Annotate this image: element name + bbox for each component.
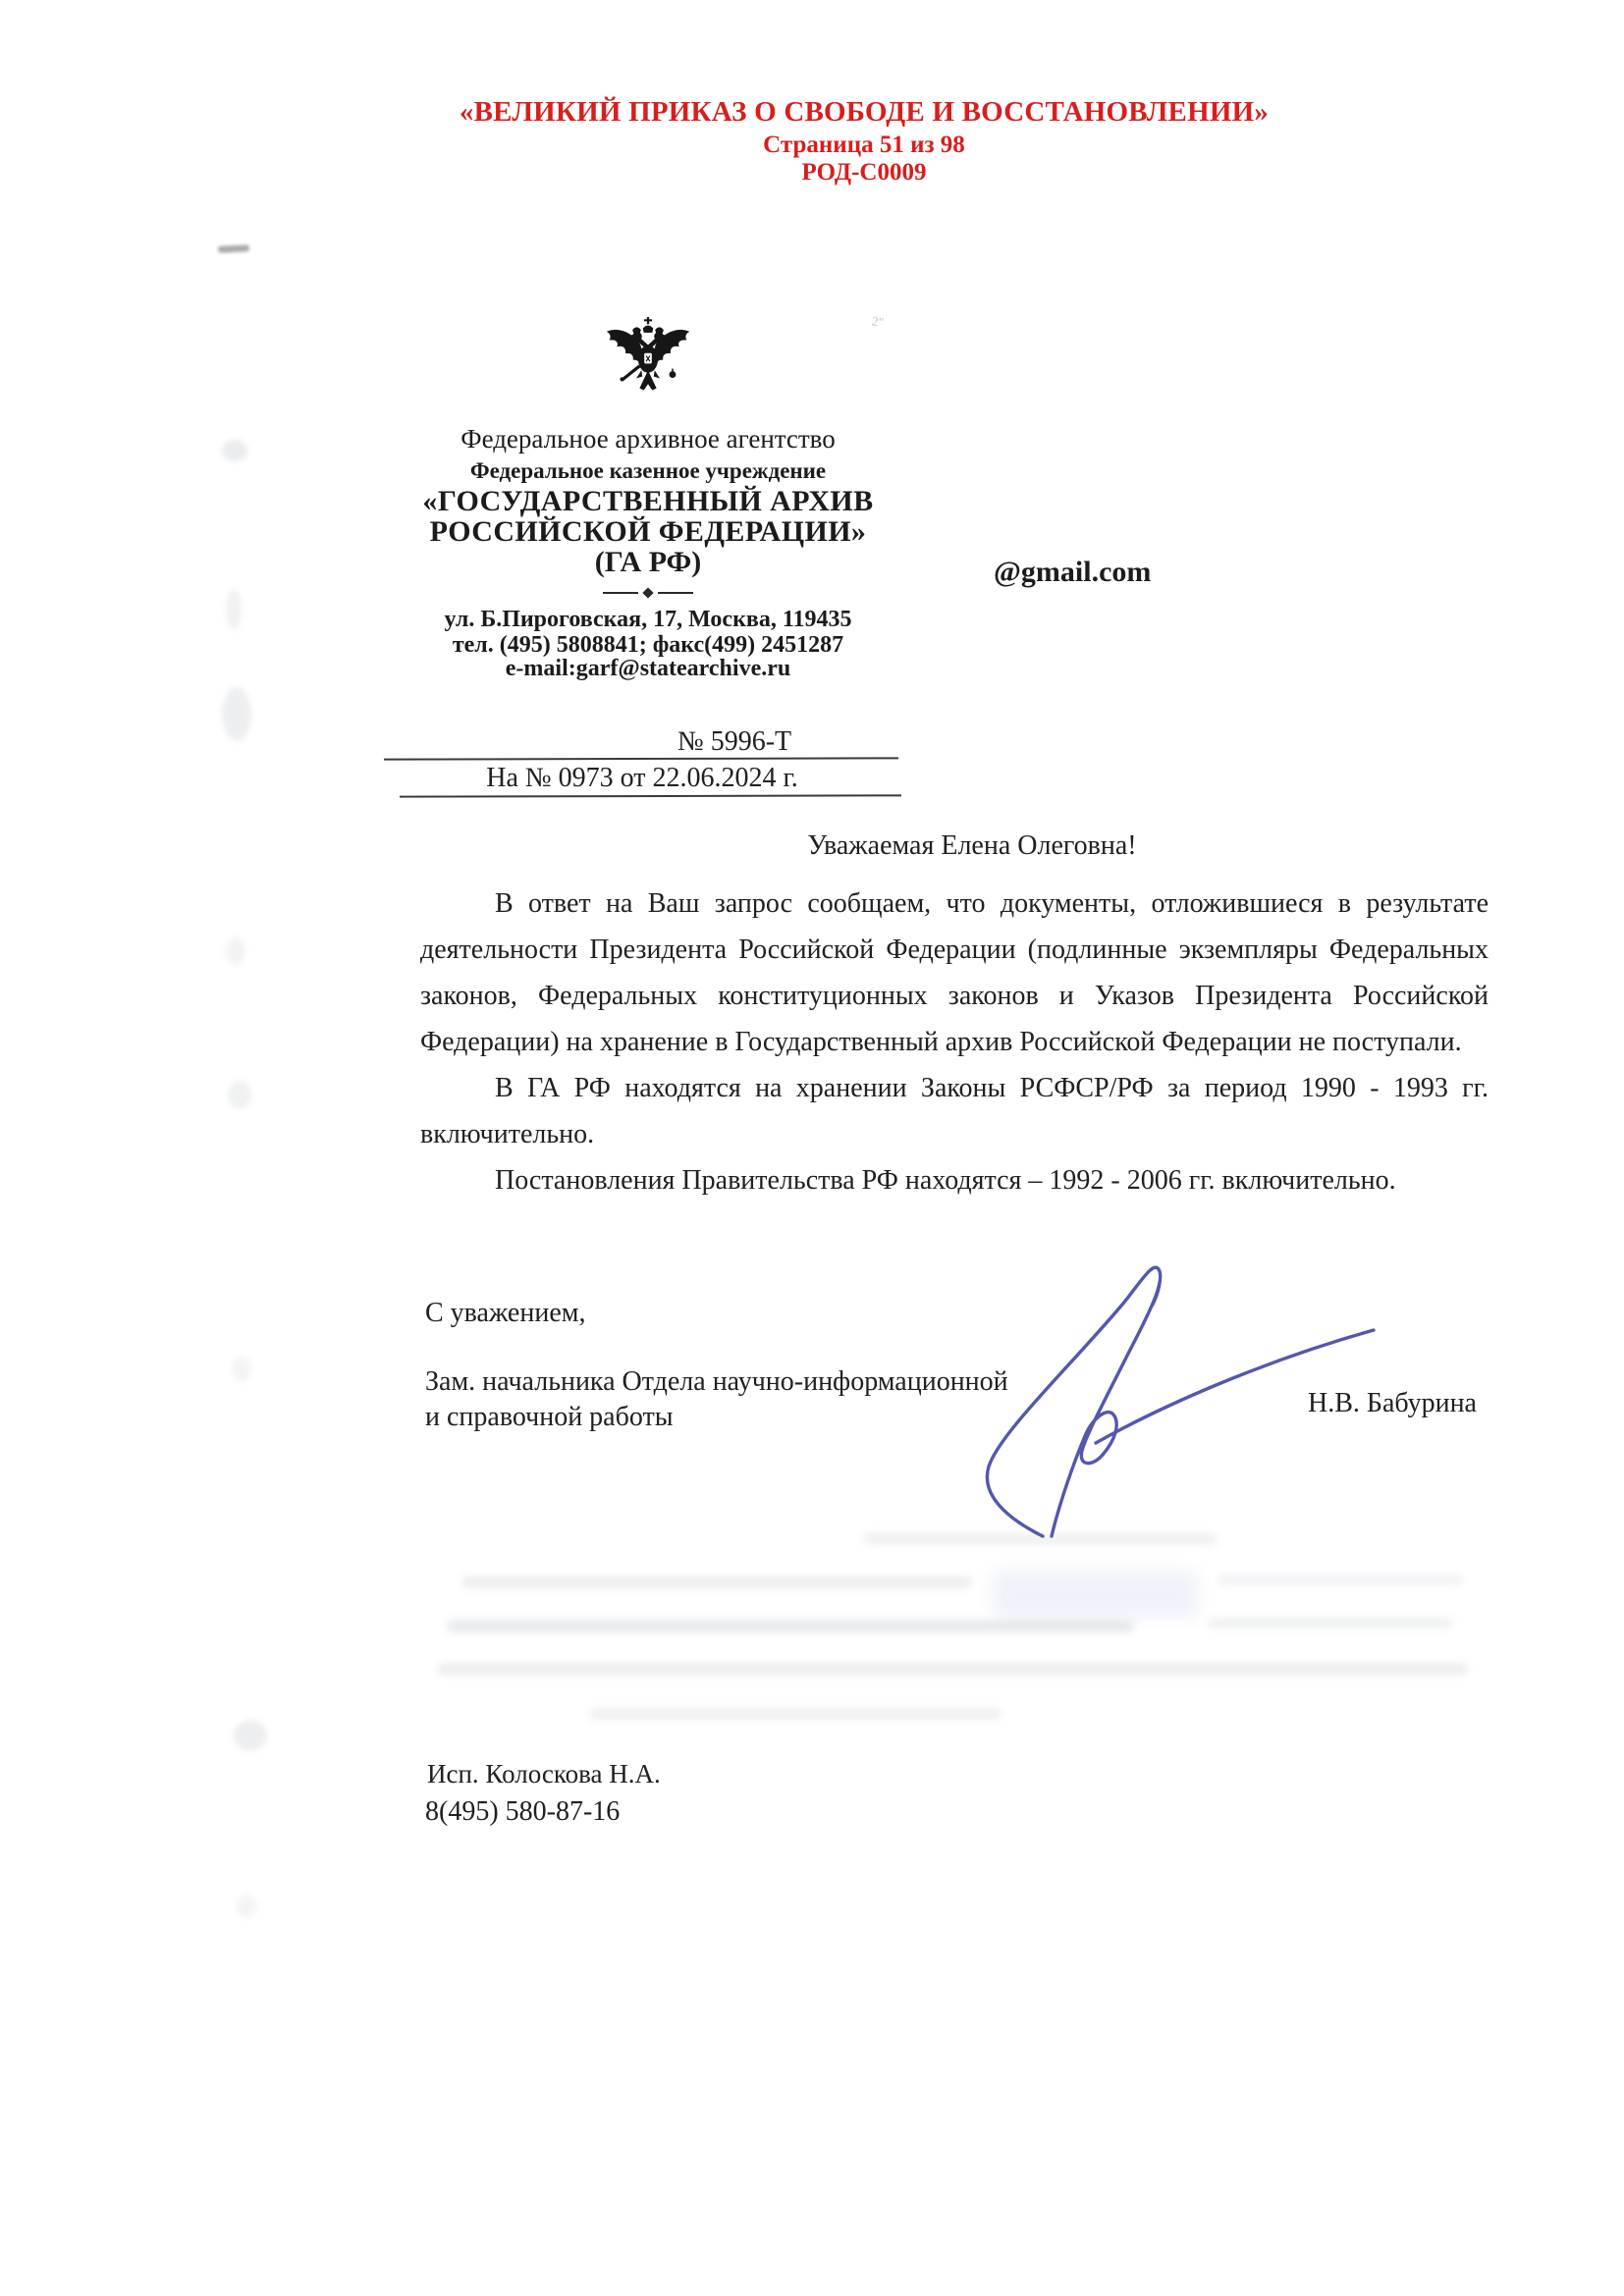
- letter-body: [420, 881, 1489, 1203]
- collection-title: «ВЕЛИКИЙ ПРИКАЗ О СВОБОДЕ И ВОССТАНОВЛЕНИИ»: [459, 96, 1270, 128]
- divider-bar: [658, 592, 693, 595]
- executor-phone: 8(495) 580-87-16: [425, 1796, 621, 1827]
- scan-artifact: [234, 1720, 267, 1751]
- divider-diamond-icon: [642, 587, 653, 598]
- institution-type: Федеральное казенное учреждение: [469, 458, 827, 483]
- org-abbreviation: (ГА РФ): [594, 546, 702, 578]
- org-name-line1: «ГОСУДАРСТВЕННЫЙ АРХИВ: [422, 485, 874, 517]
- org-name-line2: РОССИЙСКОЙ ФЕДЕРАЦИИ»: [429, 515, 867, 548]
- body-line: включительно.: [420, 1119, 595, 1149]
- ornament-divider: [422, 589, 874, 597]
- handwritten-signature: [835, 1249, 1394, 1543]
- scan-artifact: [222, 440, 247, 461]
- signer-position-line2: и справочной работы: [425, 1402, 674, 1432]
- org-phone-fax: тел. (495) 5808841; факс(499) 2451287: [452, 632, 844, 658]
- reference-rule: [384, 757, 898, 760]
- recipient-email-fragment: @gmail.com: [994, 556, 1152, 588]
- outgoing-number: № 5996-Т: [677, 726, 792, 757]
- reference-rule: [400, 794, 901, 797]
- document-code: РОД-С0009: [801, 159, 927, 186]
- scan-artifact: [226, 589, 242, 630]
- bleed-through-artifact: [992, 1571, 1198, 1618]
- bleed-through-artifact: [864, 1533, 1218, 1545]
- bleed-through-artifact: [1218, 1575, 1463, 1585]
- org-address: ул. Б.Пироговская, 17, Москва, 119435: [444, 607, 852, 632]
- body-line: законов, Федеральных конституционных законов и Указов Президента Российской: [420, 981, 1489, 1011]
- emblem-wrap: [422, 314, 874, 421]
- executor-name: Исп. Колоскова Н.А.: [427, 1759, 661, 1789]
- coat-of-arms-icon: [601, 314, 695, 416]
- body-line: Постановления Правительства РФ находятся – 1992 - 2006 гг. включительно.: [495, 1165, 1396, 1196]
- scan-artifact: [232, 1357, 251, 1382]
- divider-bar: [603, 592, 638, 595]
- salutation: Уважаемая Елена Олеговна!: [807, 830, 1137, 861]
- scan-artifact: [218, 244, 249, 253]
- body-line: деятельности Президента Российской Федерации (подлинные экземпляры Федеральных: [420, 934, 1489, 965]
- agency-name: Федеральное архивное агентство: [460, 424, 836, 454]
- scan-artifact: [236, 1895, 257, 1918]
- scan-stray-mark: 2": [871, 313, 885, 330]
- page-counter: Страница 51 из 98: [763, 132, 965, 158]
- incoming-reference: На № 0973 от 22.06.2024 г.: [486, 763, 798, 793]
- body-line: В ГА РФ находятся на хранении Законы РСФСР/РФ за период 1990 - 1993 гг.: [495, 1073, 1489, 1103]
- bleed-through-artifact: [589, 1708, 1001, 1720]
- bleed-through-artifact: [1208, 1618, 1453, 1629]
- scan-artifact: [226, 937, 245, 965]
- body-line: В ответ на Ваш запрос сообщаем, что документы, отложившиеся в результате: [495, 888, 1489, 919]
- org-email: e-mail:garf@statearchive.ru: [505, 656, 791, 681]
- signer-position-line1: Зам. начальника Отдела научно-информационной: [425, 1366, 1008, 1397]
- signer-name: Н.В. Бабурина: [1308, 1388, 1477, 1418]
- body-line: Федерации) на хранение в Государственный архив Российской Федерации не поступали.: [420, 1027, 1462, 1057]
- bleed-through-artifact: [461, 1576, 972, 1588]
- bleed-through-artifact: [447, 1620, 1134, 1632]
- scan-artifact: [222, 687, 251, 741]
- bleed-through-artifact: [437, 1663, 1468, 1675]
- closing-regards: С уважением,: [425, 1298, 586, 1328]
- scan-artifact: [228, 1080, 251, 1109]
